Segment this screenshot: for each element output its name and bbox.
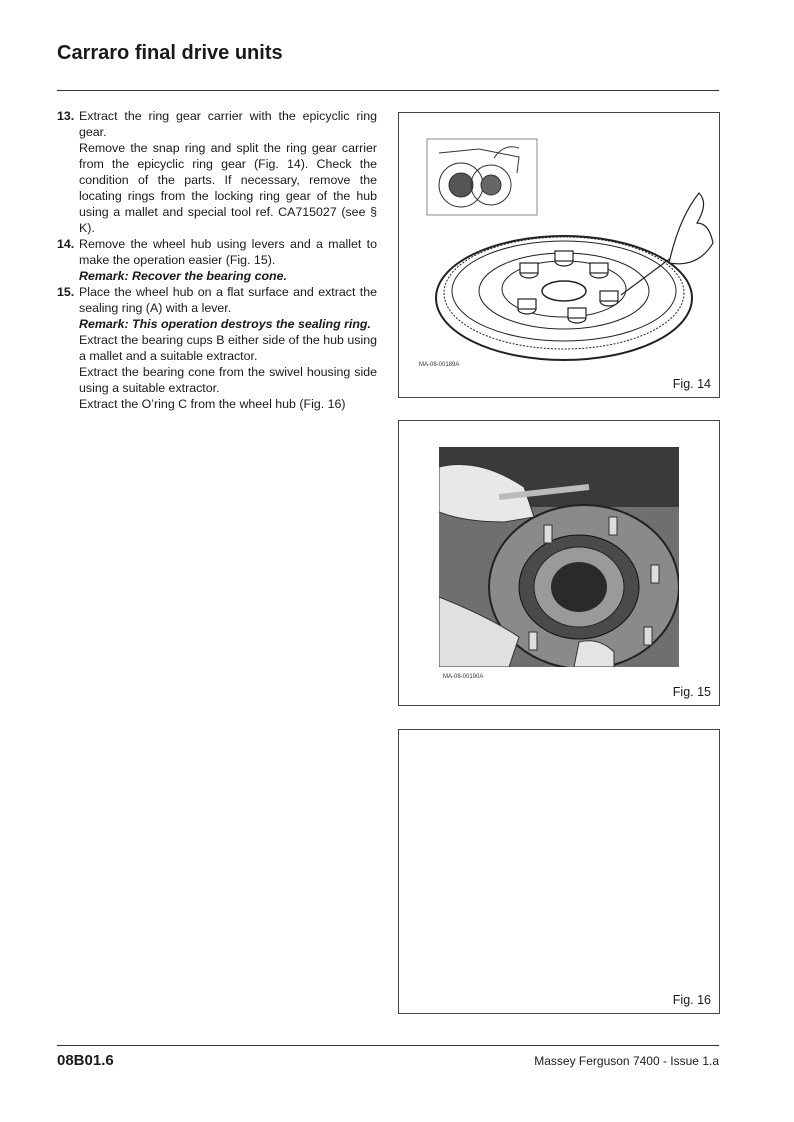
figure-reference: MA-08-00190A [443,674,484,680]
figure-caption: Fig. 14 [672,377,711,391]
step-number: 13. [57,109,75,123]
ring-gear-illustration [399,113,719,397]
procedure-steps [57,108,377,412]
figure-16 [398,729,720,1014]
footer-rule [57,1045,719,1046]
step-body [79,236,377,284]
step-paragraph: Extract the ring gear carrier with the epicyclic ring gear. [79,109,377,139]
page-code: 08B01.6 [57,1052,114,1069]
step-number: 15. [57,285,75,299]
step-remark: Remark: Recover the bearing cone. [79,269,287,283]
step-body [79,108,377,236]
step-paragraph: Extract the bearing cone from the swivel housing side using a suitable extractor. [79,365,377,395]
publication-info: Massey Ferguson 7400 - Issue 1.a [534,1054,719,1068]
step-number: 14. [57,237,75,251]
header-rule [57,90,719,91]
step-15 [57,284,377,412]
figure-caption: Fig. 16 [672,993,711,1007]
figure-14 [398,112,720,398]
step-14 [57,236,377,284]
step-paragraph: Place the wheel hub on a flat surface and extract the sealing ring (A) with a lever. [79,285,377,315]
step-remark: Remark: This operation destroys the sealing ring. [79,317,371,331]
figure-caption: Fig. 15 [672,685,711,699]
step-body [79,284,377,412]
step-13 [57,108,377,236]
figure-15 [398,420,720,706]
page-title: Carraro final drive units [57,42,283,64]
step-paragraph: Extract the O’ring C from the wheel hub (Fig. 16) [79,397,346,411]
step-paragraph: Remove the wheel hub using levers and a mallet to make the operation easier (Fig. 15). [79,237,377,267]
wheel-hub-photo [439,447,679,667]
step-paragraph: Extract the bearing cups B either side of the hub using a mallet and a suitable extractor. [79,333,377,363]
step-paragraph: Remove the snap ring and split the ring gear carrier from the epicyclic ring gear (Fig. 14). Check the condition of the parts. If necessary, remove the locating rings from the locking ring gear of the hub using a mallet and special tool ref. CA715027 (see § K). [79,141,377,235]
figure-reference: MA-08-00189A [419,362,460,368]
